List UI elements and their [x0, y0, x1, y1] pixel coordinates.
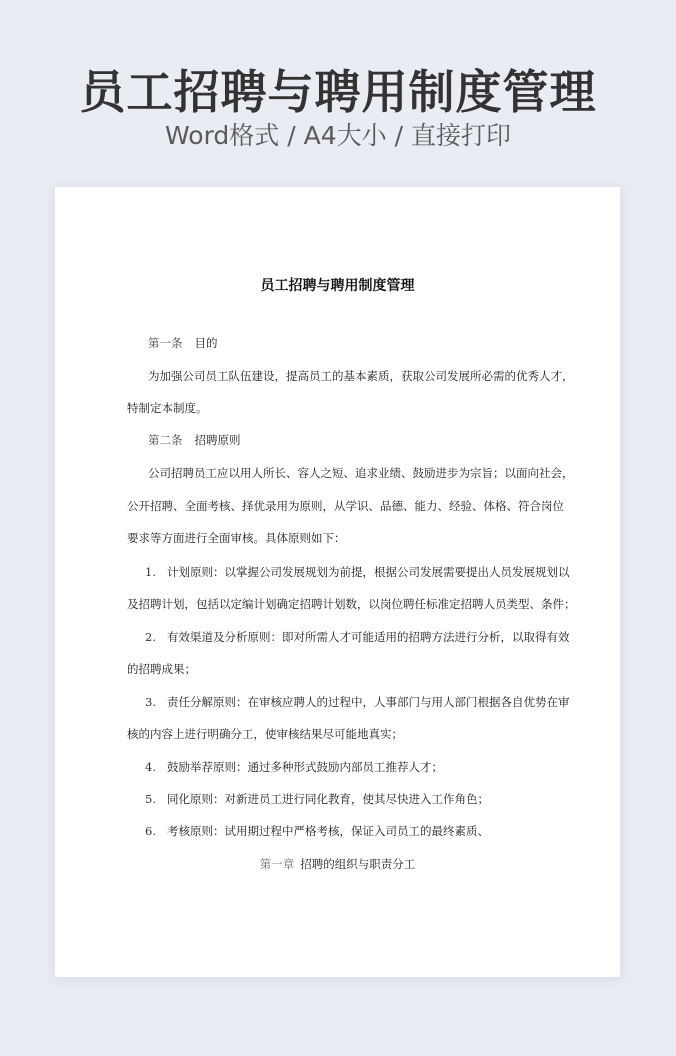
principle-number: 2. [145, 630, 156, 644]
principle-item-1 [145, 563, 570, 581]
principle-item-4 [145, 758, 443, 776]
banner-subtitle: Word格式 / A4大小 / 直接打印 [165, 121, 511, 150]
document-page [55, 187, 620, 977]
chapter-label: 第一章 [259, 857, 295, 871]
article-2-label: 第二条 [148, 433, 183, 447]
principle-item-5 [145, 790, 489, 808]
article-2-paragraph-line-1: 公司招聘员工应以用人所长、容人之短、追求业绩、鼓励进步为宗旨；以面向社会， [148, 466, 574, 480]
article-1-paragraph-line-2: 特制定本制度。 [127, 401, 208, 415]
principle-text: 计划原则：以掌握公司发展规划为前提，根据公司发展需要提出人员发展规划以 [167, 565, 570, 579]
article-2-paragraph-line-3: 要求等方面进行全面审核。具体原则如下： [127, 531, 346, 545]
chapter-heading [55, 855, 620, 873]
principle-item-3-continuation: 核的内容上进行明确分工，使审核结果尽可能地真实； [127, 727, 403, 741]
article-1-heading [148, 334, 218, 352]
principle-item-2-continuation: 的招聘成果； [127, 662, 196, 676]
banner-title: 员工招聘与聘用制度管理 [79, 65, 597, 119]
principle-text: 有效渠道及分析原则：即对所需人才可能适用的招聘方法进行分析，以取得有效 [167, 630, 570, 644]
principle-text: 同化原则：对新进员工进行同化教育，使其尽快进入工作角色； [167, 792, 489, 806]
article-2-title: 招聘原则 [194, 433, 241, 447]
principle-item-1-continuation: 及招聘计划，包括以定编计划确定招聘计划数，以岗位聘任标准定招聘人员类型、条件； [127, 597, 576, 611]
article-1-paragraph-line-1: 为加强公司员工队伍建设，提高员工的基本素质，获取公司发展所必需的优秀人才， [148, 369, 574, 383]
document-title: 员工招聘与聘用制度管理 [260, 278, 415, 294]
principle-number: 4. [145, 760, 156, 774]
chapter-title: 招聘的组织与职责分工 [300, 857, 416, 871]
principle-item-3 [145, 693, 570, 711]
principle-number: 6. [145, 824, 156, 838]
principle-item-6 [145, 822, 489, 840]
principle-number: 5. [145, 792, 156, 806]
article-2-heading [148, 431, 241, 449]
principle-text: 责任分解原则：在审核应聘人的过程中，人事部门与用人部门根据各自优势在审 [167, 695, 570, 709]
article-1-title: 目的 [194, 336, 218, 350]
principle-item-2 [145, 628, 570, 646]
article-1-label: 第一条 [148, 336, 183, 350]
principle-text: 鼓励举荐原则：通过多种形式鼓励内部员工推荐人才； [167, 760, 443, 774]
principle-text: 考核原则：试用期过程中严格考核，保证入司员工的最终素质、 [167, 824, 489, 838]
principle-number: 3. [145, 695, 156, 709]
article-2-paragraph-line-2: 公开招聘、全面考核、择优录用为原则，从学识、品德、能力、经验、体格、符合岗位 [127, 499, 564, 513]
principle-number: 1. [145, 565, 156, 579]
